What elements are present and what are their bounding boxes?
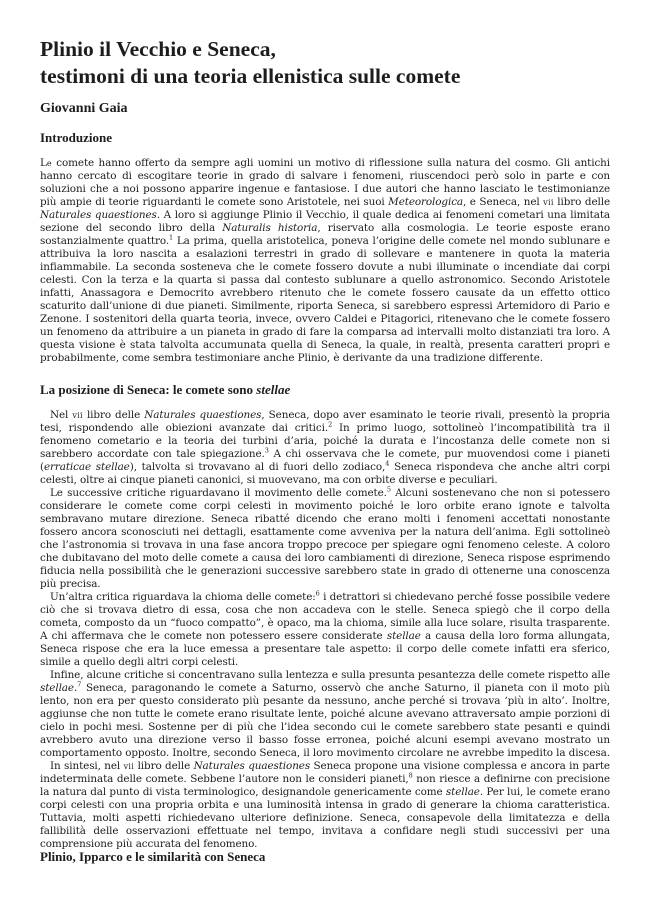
- article-title: [40, 36, 620, 90]
- footnote-marker: 3: [264, 446, 269, 455]
- body-paragraph: Nel vii libro delle Naturales quaestiones, Seneca, dopo aver esaminato le teorie rivali, presentò la propria tesi, rispondendo alle obiezioni avanzate dai critici.$^2$ In primo luogo, sottolineò l’incompatibilità tra il fenomeno cometario e la teoria dei turbini d’aria, poiché la durata e l’incostanza delle comete non si sarebbero accordate con tale spiegazione.$^3$ A chi osservava che le comete, pur muovendosi come i pianeti (erraticae stellae), talvolta si trovavano al di fuori dello zodiaco,$^4$ Seneca rispondeva che anche altri corpi celesti, oltre ai cinque pianeti canonici, si muovevano, ma con orbite diverse e peculiari.: [40, 409, 611, 486]
- section-heading-plinio: Plinio, Ipparco e le similarità con Seneca: [40, 849, 266, 864]
- footnote-marker: 5: [386, 485, 391, 494]
- introduction-body: [40, 157, 610, 365]
- footnote-marker: 4: [385, 459, 390, 468]
- author-name: Giovanni Gaia: [40, 101, 128, 116]
- body-paragraph: Un’altra critica riguardava la chioma delle comete:$^6$ i detrattori si chiedevano perché fosse possibile vedere ciò che si trovava dietro di essa, cosa che non accadeva con le stelle. Seneca spiegò che il corpo della cometa, composto da un “fuoco compatto”, è opaco, ma la chioma, simile alla luce solare, risulta trasparente. A chi affermava che le comete non potessero essere considerate stellae a causa della loro forma allungata, Seneca rispose che era la luce emessa a presentare tale aspetto: il corpo delle comete infatti era sferico, simile a quello degli altri corpi celesti.: [40, 589, 611, 668]
- body-paragraph: Infine, alcune critiche si concentravano sulla lentezza e sulla presunta pesantezza delle comete rispetto alle stellae.$^7$ Seneca, paragonando le comete a Saturno, osservò che anche Saturno, il pianeta con il moto più lento, non era per questo considerato più pesante da nessuno, anche perché si trovava ‘più in alto’. Inoltre, aggiunse che non tutte le comete erano risultate lente, poiché alcune avevano attraversato ampie porzioni di cielo in pochi mesi. Sostenne per di più che l’idea secondo cui le comete sarebbero state pesanti e quindi avrebbero avuto una direzione verso il basso fosse erronea, poiché alcuni esempi avevano mostrato un comportamento opposto. Inoltre, secondo Seneca, il loro movimento circolare ne avrebbe impedito la discesa.: [40, 669, 610, 759]
- seneca-section-body: [40, 409, 610, 851]
- introduction-paragraph: Le comete hanno offerto da sempre agli uomini un motivo di riflessione sulla natura del cosmo. Gli antichi hanno cercato di escogitare teorie in grado di salvare i fenomeni, riuscendoci però solo in parte e con soluzioni che a noi possono apparire ingenue e fantasiose. I due autori che hanno lasciato le testimonianze più ampie di teorie riguardanti le comete sono Aristotele, nei suoi Meteorologica, e Seneca, nel vii libro delle Naturales quaestiones. A loro si aggiunge Plinio il Vecchio, il quale dedica ai fenomeni cometari una limitata sezione del secondo libro della Naturalis historia, riservato alla cosmologia. Le teorie esposte erano sostanzialmente quattro.$^1$ La prima, quella aristotelica, poneva l’origine delle comete nel mondo sublunare e attribuiva la loro nascita a esalazioni terrestri in grado di sollevare e mantenere in quota la materia infiammabile. La seconda sosteneva che le comete fossero dovute a nubi illuminate o incendiate dai corpi celesti. Con la terza e la quarta si passa dal contesto sublunare a quello astronomico. Secondo Aristotele infatti, Anassagora e Democrito avrebbero ritenuto che le comete fossero causate da un effetto ottico scaturito dall’unione di due pianeti. Similmente, riporta Seneca, si sarebbero espressi Artemidoro di Pario e Zenone. I sostenitori della quarta teoria, invece, ovvero Caldei e Pitagorici, ritenevano che le comete fossero un fenomeno da attribuire a un pianeta in grado di fare la comparsa ad intervalli molto distanziati tra loro. A questa visione è stata talvolta accumunata quella di Seneca, la quale, in realtà, presenta caratteri propri e probabilmente, come sembra testimoniare anche Plinio, è derivante da una tradizione differente.: [40, 157, 611, 364]
- section-heading-introduction: Introduzione: [40, 130, 112, 145]
- footnote-marker: 1: [169, 233, 174, 242]
- section-heading-seneca: La posizione di Seneca: le comete sono stellae: [40, 382, 291, 397]
- body-paragraph: Le successive critiche riguardavano il movimento delle comete.$^5$ Alcuni sostenevano che non si potessero considerare le comete come corpi celesti in movimento poiché le loro orbite erano ignote e talvolta sembravano mutare direzione. Seneca ribatté dicendo che erano molti i fenomeni accettati nonostante fossero ancora sconosciuti nei dettagli, esattamente come avveniva per la natura dell’anima. Egli sottolineò che l’astronomia si trovava in una fase ancora troppo precoce per spiegare ogni fenomeno celeste. A coloro che dubitavano del moto delle comete a causa dei loro cambiamenti di direzione, Seneca rispose esprimendo fiducia nella possibilità che le generazioni successive sarebbero state in grado di ottenerne una conoscenza più precisa.: [40, 485, 610, 590]
- footnote-marker: 7: [77, 680, 82, 689]
- title-line-1: Plinio il Vecchio e Seneca,: [40, 37, 276, 61]
- footnote-marker: 8: [408, 771, 413, 780]
- drop-rest: e: [46, 159, 52, 168]
- footnote-marker: 6: [315, 589, 320, 598]
- body-paragraph: In sintesi, nel vii libro delle Naturales quaestiones Seneca propone una visione complessa e ancora in parte indeterminata delle comete. Sebbene l’autore non le consideri pianeti,$^8$ non riesce a definirne con precisione la natura dal punto di vista terminologico, designandole genericamente come stellae. Per lui, le comete erano corpi celesti con una propria orbita e una luminosità intensa in grado di generare la chioma caratteristica. Tuttavia, molti aspetti richiedevano ulteriore definizione. Seneca, consapevole della limitatezza e della fallibilità delle osservazioni effettuate nel tempo, invitava a confidare negli studi successivi per una comprensione più accurata del fenomeno.: [40, 760, 611, 850]
- title-line-2: testimoni di una teoria ellenistica sulle comete: [40, 64, 461, 88]
- drop-letter: L: [40, 157, 47, 169]
- footnote-marker: 2: [328, 420, 333, 429]
